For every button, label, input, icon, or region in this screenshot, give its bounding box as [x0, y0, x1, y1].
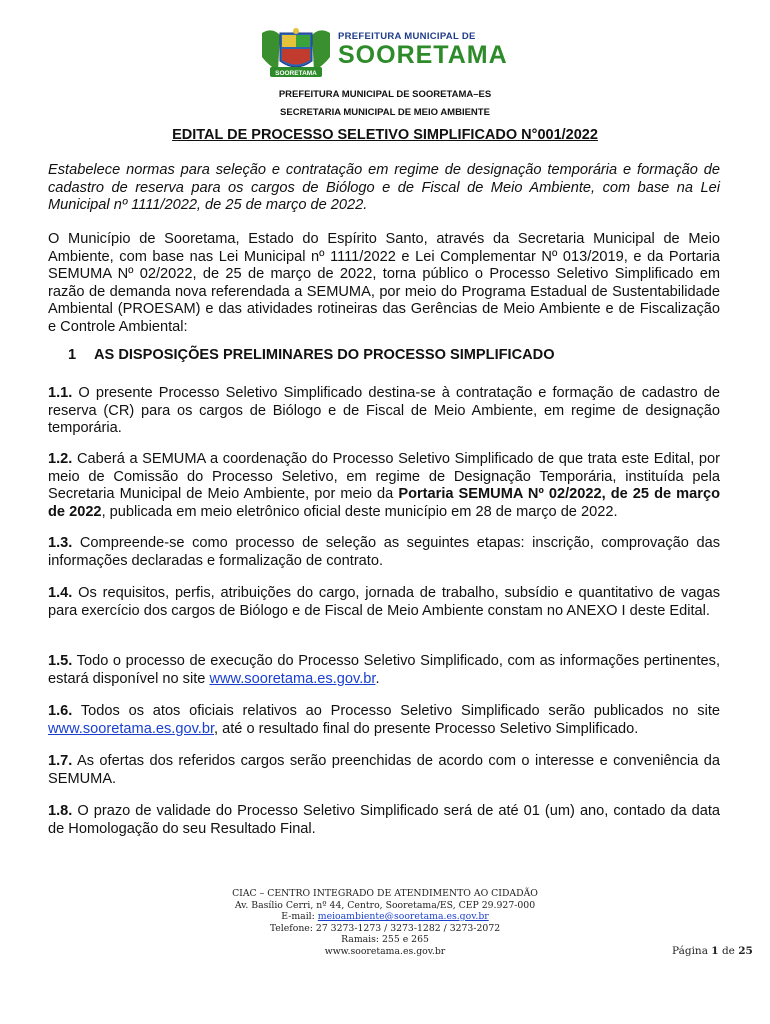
- footer-address: Av. Basílio Cerri, nº 44, Centro, Sooretama/ES, CEP 29.927-000: [234, 899, 536, 911]
- clause-number: 1.1.: [48, 385, 73, 401]
- page-footer: [0, 888, 770, 958]
- footer-phone: Telefone: 27 3273-1273 / 3273-1282 / 3273-2072: [269, 922, 501, 934]
- clause-text: O prazo de validade do Processo Seletivo Simplificado será de até 01 (um) ano, contado da data de Homologação do seu Resultado Final.: [48, 803, 720, 837]
- clause-1-5: [48, 653, 720, 688]
- clause-text-end: , até o resultado final do presente Processo Seletivo Simplificado.: [214, 720, 639, 737]
- footer-extensions: Ramais: 255 e 265: [341, 934, 429, 946]
- municipality-logo: [258, 27, 518, 81]
- clause-text-end: .: [375, 670, 380, 687]
- email-link[interactable]: meioambiente@sooretama.es.gov.br: [317, 911, 489, 923]
- logo-banner-text: SOORETAMA: [275, 70, 317, 77]
- section-number: 1: [68, 347, 77, 363]
- page-separator: de: [718, 945, 739, 957]
- section-title: AS DISPOSIÇÕES PRELIMINARES DO PROCESSO SIMPLIFICADO: [94, 347, 555, 363]
- header-line-secretaria: SECRETARIA MUNICIPAL DE MEIO AMBIENTE: [280, 107, 490, 118]
- clause-1-1: [48, 385, 720, 438]
- website-link[interactable]: www.sooretama.es.gov.br: [48, 720, 215, 737]
- coat-of-arms-icon: [258, 27, 334, 79]
- footer-org: CIAC – CENTRO INTEGRADO DE ATENDIMENTO AO CIDADÃO: [232, 888, 538, 899]
- clause-number: 1.4.: [48, 585, 73, 601]
- logo-subtitle: PREFEITURA MUNICIPAL DE: [338, 31, 476, 42]
- clause-number: 1.5.: [48, 653, 73, 669]
- clause-1-8: [48, 803, 720, 838]
- footer-email: [0, 911, 770, 923]
- clause-number: 1.6.: [48, 703, 73, 719]
- clause-text: Todo o processo de execução do Processo Seletivo Simplificado, com as informações pertinentes, estará disponível no site: [48, 653, 720, 687]
- clause-text-continued: , publicada em meio eletrônico oficial deste município em 28 de março de 2022.: [101, 503, 618, 520]
- clause-text: As ofertas dos referidos cargos serão preenchidas de acordo com o interesse e conveniência da SEMUMA.: [48, 753, 720, 787]
- clause-number: 1.2.: [48, 451, 73, 467]
- clause-1-6: [48, 703, 720, 738]
- website-link[interactable]: www.sooretama.es.gov.br: [209, 670, 376, 687]
- intro-paragraph: O Município de Sooretama, Estado do Espírito Santo, através da Secretaria Municipal de Meio Ambiente, com base nas Lei Municipal nº 1111/2022 e Lei Complementar Nº 013/2019, e da Portaria SEMUMA Nº 02/2022, de 25 de março de 2022, torna público o Processo Seletivo Simplificado em razão de demanda nova referendada a SEMUMA, por meio do Programa Estadual de Sustentabilidade Ambiental (PROESAM) e das atividades rotineiras das Gerências de Meio Ambiente e de Fiscalização e Controle Ambiental:: [48, 231, 720, 335]
- clause-bold-reference: Portaria SEMUMA Nº 02/2022, de 25 de março de 2022: [48, 486, 720, 520]
- document-title: EDITAL DE PROCESSO SELETIVO SIMPLIFICADO N°001/2022: [172, 127, 598, 143]
- clause-text: Os requisitos, perfis, atribuições do cargo, jornada de trabalho, subsídio e quantitativo de vagas para exercício dos cargos de Biólogo e de Fiscal de Meio Ambiente constam no ANEXO I deste Edital.: [48, 585, 720, 619]
- clause-1-2: [48, 451, 720, 521]
- footer-website: www.sooretama.es.gov.br: [324, 945, 446, 957]
- clause-text: O presente Processo Seletivo Simplificado destina-se à contratação e formação de cadastro de reserva (CR) para os cargos de Biólogo e de Fiscal de Meio Ambiente, em regime de designação temporária.: [48, 385, 720, 436]
- page-total: 25: [738, 945, 753, 957]
- clause-number: 1.3.: [48, 535, 73, 551]
- clause-1-7: [48, 753, 720, 788]
- clause-text: Todos os atos oficiais relativos ao Processo Seletivo Simplificado serão publicados no site: [72, 703, 720, 719]
- page-label: Página: [672, 945, 712, 957]
- section-heading: [68, 347, 555, 363]
- logo-title: SOORETAMA: [338, 41, 508, 69]
- clause-1-4: [48, 585, 720, 620]
- clause-1-3: [48, 535, 720, 570]
- intro-italic-paragraph: Estabelece normas para seleção e contratação em regime de designação temporária e formação de cadastro de reserva para os cargos de Biólogo e de Fiscal de Meio Ambiente, com base na Lei Municipal nº 1111/2022, de 25 de março de 2022.: [48, 162, 720, 213]
- header-line-prefeitura: PREFEITURA MUNICIPAL DE SOORETAMA–ES: [278, 89, 492, 100]
- footer-email-label: E-mail:: [281, 911, 318, 923]
- clause-text: Caberá a SEMUMA a coordenação do Processo Seletivo Simplificado de que trata este Edital, por meio de Comissão do Processo Seletivo, em regime de Designação Temporária, instituída pela Secretaria Municipal de Meio Ambiente, por meio da: [48, 451, 720, 502]
- clause-number: 1.7.: [48, 753, 73, 769]
- page-number: [672, 945, 753, 957]
- clause-text: Compreende-se como processo de seleção as seguintes etapas: inscrição, comprovação das informações declaradas e formalização de contrato.: [48, 535, 720, 569]
- clause-number: 1.8.: [48, 803, 73, 819]
- page-current: 1: [711, 945, 719, 957]
